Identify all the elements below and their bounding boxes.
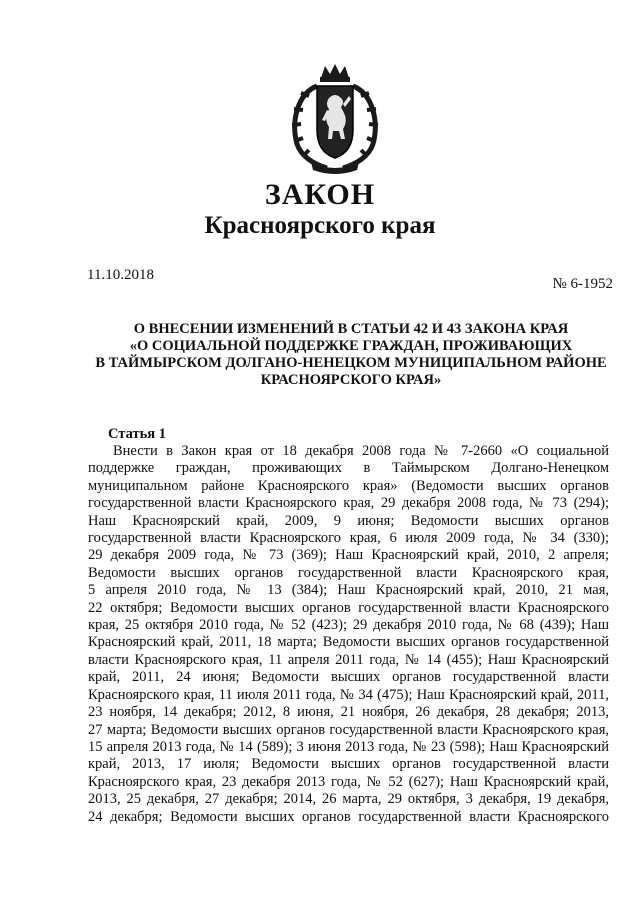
body-line: Наш Красноярский край, 2009, 9 июня; Ведомости высших органов bbox=[88, 512, 609, 529]
body-line: Красноярский край, 2011, 18 марта; Ведомости высших органов государственной bbox=[88, 634, 609, 651]
body-line: власти Красноярского края, 11 апреля 2011 года, № 14 (455); Наш Красноярский bbox=[88, 651, 609, 668]
body-line: поддержке граждан, проживающих в Таймырском Долгано-Ненецком bbox=[88, 460, 609, 477]
body-line: край, 2011, 24 июня; Ведомости высших органов государственной власти bbox=[88, 669, 609, 686]
body-line: муниципальном районе Красноярского края» (Ведомости высших органов bbox=[88, 477, 609, 494]
document-date: 11.10.2018 bbox=[87, 267, 154, 283]
body-line: 23 ноября, 14 декабря; 2012, 8 июня, 21 ноября, 26 декабря, 28 декабря; 2013, bbox=[88, 704, 609, 721]
body-line: 5 апреля 2010 года, № 13 (384); Наш Красноярский край, 2010, 21 мая, bbox=[88, 582, 609, 599]
body-line: 2013, 25 декабря, 27 декабря; 2014, 26 марта, 29 октября, 3 декабря, 19 декабря, bbox=[88, 791, 609, 808]
coat-of-arms-emblem bbox=[287, 64, 383, 174]
heading-line: «О СОЦИАЛЬНОЙ ПОДДЕРЖКЕ ГРАЖДАН, ПРОЖИВАЮЩИХ bbox=[129, 338, 573, 354]
body-line: 27 марта; Ведомости высших органов государственной власти Красноярского края, bbox=[88, 721, 609, 738]
body-line: 22 октября; Ведомости высших органов государственной власти Красноярского bbox=[88, 599, 609, 616]
body-line: 15 апреля 2013 года, № 14 (589); 3 июня 2013 года, № 23 (598); Наш Красноярский bbox=[88, 738, 609, 755]
heading-line: КРАСНОЯРСКОГО КРАЯ» bbox=[260, 372, 442, 388]
body-line: 24 декабря; Ведомости высших органов государственной власти Красноярского bbox=[88, 808, 609, 825]
body-line: края, 25 октября 2010 года, № 52 (423); 29 декабря 2010 года, № 68 (439); Наш bbox=[88, 617, 609, 634]
body-line: 29 декабря 2009 года, № 73 (369); Наш Красноярский край, 2010, 2 апреля; bbox=[88, 547, 609, 564]
body-line: Внести в Закон края от 18 декабря 2008 года № 7-2660 «О социальной bbox=[113, 443, 609, 459]
article-body bbox=[88, 443, 609, 826]
document-title: ЗАКОН bbox=[264, 178, 376, 211]
body-line: государственной власти Красноярского края, 6 июля 2009 года, № 34 (330); bbox=[88, 530, 609, 547]
article-title: Статья 1 bbox=[108, 426, 166, 442]
document-number: № 6-1952 bbox=[552, 276, 613, 292]
body-line: Красноярского края, 23 декабря 2013 года, № 52 (627); Наш Красноярский край, bbox=[88, 773, 609, 790]
heading-line: В ТАЙМЫРСКОМ ДОЛГАНО-НЕНЕЦКОМ МУНИЦИПАЛЬНОМ РАЙОНЕ bbox=[95, 355, 607, 371]
heading-line: О ВНЕСЕНИИ ИЗМЕНЕНИЙ В СТАТЬИ 42 И 43 ЗАКОНА КРАЯ bbox=[133, 321, 569, 337]
body-line: Ведомости высших органов государственной власти Красноярского края, bbox=[88, 564, 609, 581]
body-line: Красноярского края, 11 июля 2011 года, № 34 (475); Наш Красноярский край, 2011, bbox=[88, 686, 609, 703]
document-subtitle: Красноярского края bbox=[204, 212, 436, 239]
body-line: край, 2013, 17 июля; Ведомости высших органов государственной власти bbox=[88, 756, 609, 773]
body-line: государственной власти Красноярского края, 29 декабря 2008 года, № 73 (294); bbox=[88, 495, 609, 512]
law-heading bbox=[60, 321, 640, 389]
